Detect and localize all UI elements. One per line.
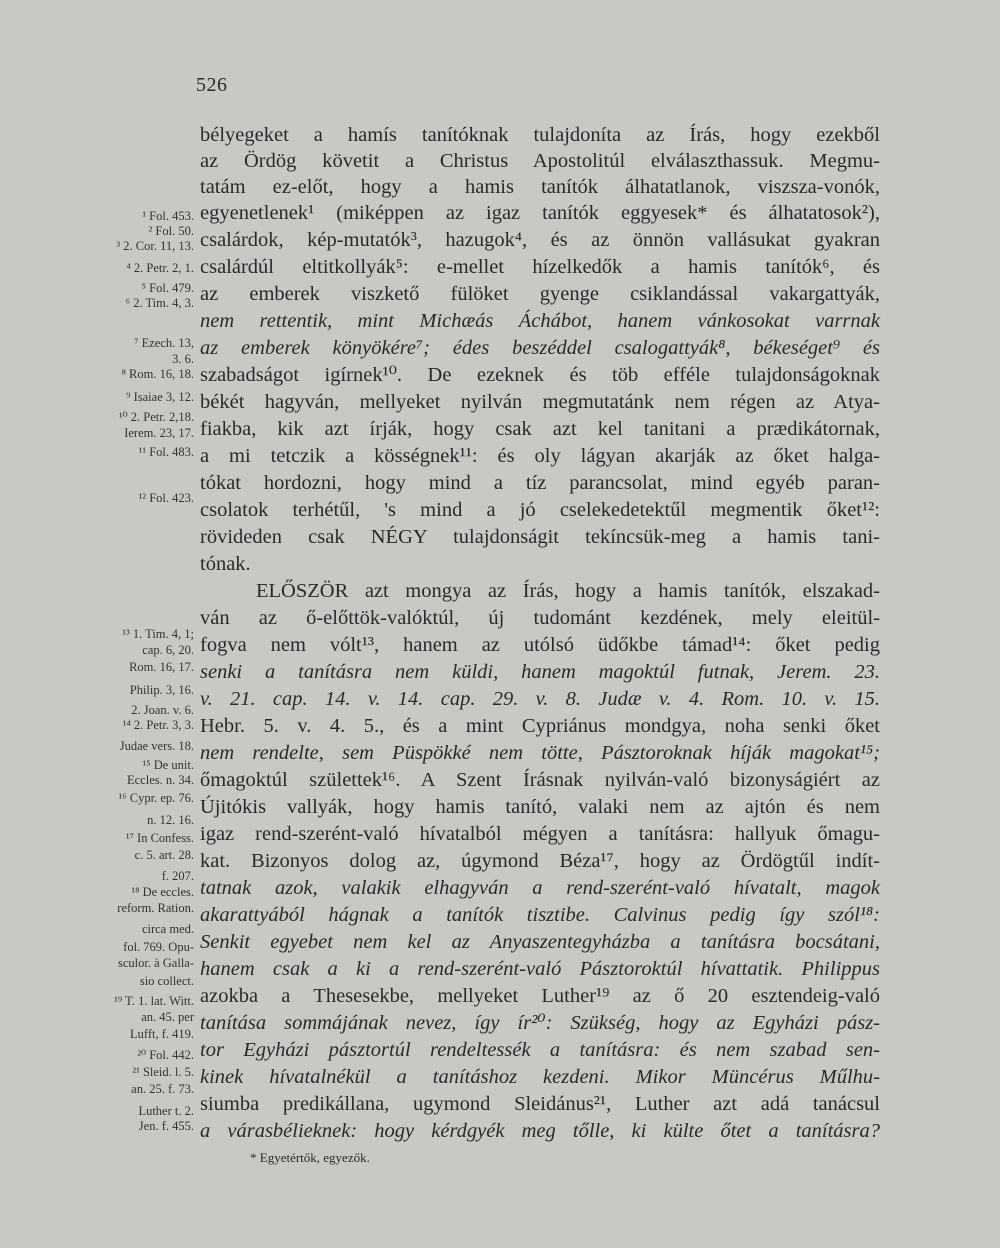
margin-note: f. 207. [161, 869, 194, 883]
text-line: bélyegeket a hamís tanítóknak tulajdoníta az Írás, hogy ezekből [200, 124, 880, 146]
margin-note: n. 12. 16. [147, 813, 194, 827]
text-line: őmagoktúl születtek¹⁶. A Szent Írásnak nyilván-való bizonyságiért az [200, 769, 880, 791]
text-line: Hebr. 5. v. 4. 5., és a mint Cypriánus mondgya, noha senki őket [200, 715, 880, 737]
margin-note: an. 45. per [141, 1010, 194, 1024]
text-line: szabadságot igírnek¹⁰. De ezeknek és töb efféle tulajdonságoknak [200, 364, 880, 386]
margin-note: ³ 2. Cor. 11, 13. [116, 239, 194, 253]
margin-note: c. 5. art. 28. [134, 848, 194, 862]
margin-note: sculor. à Galla- [117, 956, 194, 970]
text-line: v. 21. cap. 14. v. 14. cap. 29. v. 8. Judæ v. 4. Rom. 10. v. 15. [200, 688, 880, 710]
text-line: azokba a Thesesekbe, mellyeket Luther¹⁹ az ő 20 esztendeig-való [200, 985, 880, 1007]
text-line: tor Egyházi pásztortúl rendeltessék a tanításra: és nem szabad sen- [200, 1039, 880, 1061]
text-line: hanem csak a ki a rend-szerént-való Pásztoroktúl hívattatik. Philippus [200, 958, 880, 980]
text-line: igaz rend-szerént-való hívatalból mégyen a tanításra: hallyuk őmagu- [200, 823, 880, 845]
margin-note: ⁶ 2. Tim. 4, 3. [125, 296, 194, 310]
margin-note: sio collect. [139, 974, 194, 988]
text-line: tanítása sommájának nevez, így ír²⁰: Szükség, hogy az Egyházi pász- [200, 1012, 880, 1034]
margin-note: fol. 769. Opu- [123, 940, 194, 954]
text-line: tatám ez-előt, hogy a hamis tanítók álhatatlanok, viszsza-vonók, [200, 176, 880, 198]
text-line: rövideden csak NÉGY tulajdonságit tekíncsük-meg a hamis tani- [200, 526, 880, 548]
margin-note: ²¹ Sleid. l. 5. [132, 1065, 194, 1079]
margin-note: 3. 6. [172, 352, 194, 366]
margin-note: circa med. [141, 922, 194, 936]
margin-note: Ierem. 23, 17. [124, 426, 194, 440]
text-line: egyenetlenek¹ (miképpen az igaz tanítók eggyesek* és álhatatosok²), [200, 202, 880, 224]
text-line: a mi tetczik a kösségnek¹¹: és oly lágyan akarják az őket halga- [200, 445, 880, 467]
margin-note: ¹⁶ Cypr. ep. 76. [118, 791, 194, 805]
margin-note: ¹⁵ De unit. [142, 758, 194, 772]
margin-note: Lufft, f. 419. [130, 1027, 194, 1041]
margin-note: ¹⁰ 2. Petr. 2,18. [118, 410, 194, 424]
margin-note: reform. Ration. [117, 901, 194, 915]
margin-note: ¹² Fol. 423. [138, 491, 194, 505]
margin-note: ⁷ Ezech. 13, [134, 336, 194, 350]
text-line: csalárdúl eltitkollyák⁵: e-mellet hízelkedők a hamis tanítók⁶, és [200, 256, 880, 278]
margin-note: ²⁰ Fol. 442. [137, 1048, 194, 1062]
text-line: az Ördög követit a Christus Apostolitúl elválaszthassuk. Megmu- [200, 150, 880, 172]
text-line: nem rettentik, mint Michæás Áchábot, hanem vánkosokat varrnak [200, 310, 880, 332]
margin-note: cap. 6, 20. [142, 643, 194, 657]
margin-note: ¹⁹ T. 1. lat. Witt. [114, 994, 194, 1008]
text-line: tókat hordozni, hogy mind a tíz parancsolat, mind egyéb paran- [200, 472, 880, 494]
text-line: ELŐSZÖR azt mongya az Írás, hogy a hamis tanítók, elszakad- [256, 580, 880, 602]
text-line: az emberek viszkető fülöket gyenge csiklandással vakargattyák, [200, 283, 880, 305]
text-line: az emberek könyökére⁷; édes beszéddel csalogattyák⁸, békeséget⁹ és [200, 337, 880, 359]
footnote: * Egyetértők, egyezők. [250, 1150, 370, 1165]
text-line: tatnak azok, valakik elhagyván a rend-szerént-való hívatalt, magok [200, 877, 880, 899]
text-line: csalárdok, kép-mutatók³, hazugok⁴, és az önnön vallásukat gyakran [200, 229, 880, 251]
margin-note: ¹⁷ In Confess. [125, 831, 194, 845]
margin-note: ⁵ Fol. 479. [141, 281, 194, 295]
text-line: Senkit egyebet nem kel az Anyaszentegyházba a tanításra bocsátani, [200, 931, 880, 953]
margin-note: Philip. 3, 16. [129, 683, 194, 697]
text-line: kinek hívatalnékül a tanításhoz kezdeni. Mikor Müncérus Műlhu- [200, 1066, 880, 1088]
margin-note: Rom. 16, 17. [129, 660, 194, 674]
margin-note: Eccles. n. 34. [127, 773, 194, 787]
margin-note: ¹³ 1. Tim. 4, 1; [122, 627, 194, 641]
margin-note: ¹ Fol. 453. [142, 209, 194, 223]
text-line: fogva nem vólt¹³, hanem az utólsó üdőkbe támad¹⁴: őket pedig [200, 634, 880, 656]
text-line: tónak. [200, 553, 251, 575]
text-line: csolatok terhétűl, 's mind a jó cselekedetektűl megmentik őket¹²: [200, 499, 880, 521]
margin-note: ¹¹ Fol. 483. [138, 445, 194, 459]
text-line: nem rendelte, sem Püspökké nem tötte, Pásztoroknak híják magokat¹⁵; [200, 742, 880, 764]
margin-note: ² Fol. 50. [148, 224, 194, 238]
text-line: a várasbélieknek: hogy kérdgyék meg tőlle, ki külte őtet a tanításra? [200, 1120, 880, 1142]
margin-note: ¹⁴ 2. Petr. 3, 3. [122, 718, 194, 732]
text-line: fiakba, kik azt írják, hogy csak azt kel tanitani a prædikátornak, [200, 418, 880, 440]
margin-note: ⁸ Rom. 16, 18. [121, 367, 194, 381]
margin-note: ⁹ Isaiae 3, 12. [126, 390, 194, 404]
margin-note: Jen. f. 455. [138, 1119, 194, 1133]
margin-note: an. 25. f. 73. [131, 1082, 194, 1096]
text-line: Újitókis vallyák, hogy hamis tanító, valaki nem az ajtón és nem [200, 796, 880, 818]
margin-note: ¹⁸ De eccles. [131, 885, 194, 899]
text-line: akarattyából hágnak a tanítók tisztibe. Calvinus pedig így szól¹⁸: [200, 904, 880, 926]
margin-note: Judae vers. 18. [119, 739, 194, 753]
text-line: ván az ő-előttök-valóktúl, új tudománt kezdének, mely eleitül- [200, 607, 880, 629]
margin-note: 2. Joan. v. 6. [131, 703, 194, 717]
page-number: 526 [196, 74, 228, 96]
text-line: békét hagyván, mellyeket nyilván megmutatánk nem régen az Atya- [200, 391, 880, 413]
text-line: kat. Bizonyos dolog az, úgymond Béza¹⁷, hogy az Ördögtűl indít- [200, 850, 880, 872]
text-line: senki a tanításra nem küldi, hanem magoktúl futnak, Jerem. 23. [200, 661, 880, 683]
margin-note: ⁴ 2. Petr. 2, 1. [126, 261, 194, 275]
text-line: siumba predikállana, ugymond Sleidánus²¹, Luther azt adá tanácsul [200, 1093, 880, 1115]
margin-note: Luther t. 2. [138, 1104, 194, 1118]
